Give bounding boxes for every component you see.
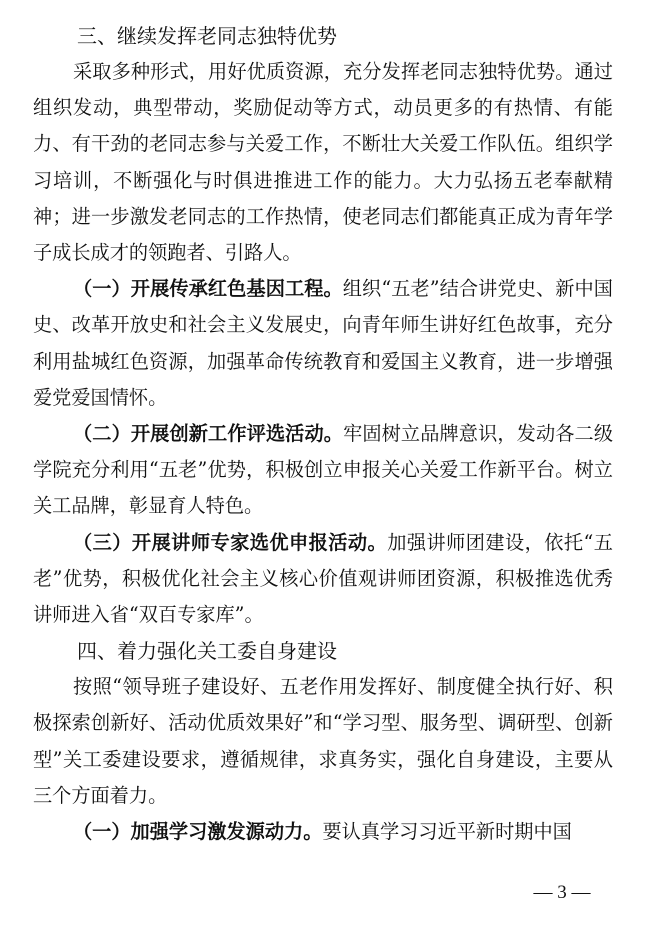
- paragraph-lead: （一）加强学习激发源动力。: [73, 820, 323, 844]
- paragraph: [33, 814, 613, 850]
- paragraph-text: 加强讲师团建设，依托“五老”优势，积极优化社会主义核心价值观讲师团资源，积极推选优秀讲师进入省“双百专家库”。: [33, 530, 613, 627]
- paragraph: [33, 416, 613, 525]
- section-heading: 四、着力强化关工委自身建设: [77, 639, 337, 664]
- paragraph-lead: （三）开展讲师专家选优申报活动。: [73, 530, 388, 554]
- page-number: — 3 —: [533, 882, 591, 903]
- paragraph: [33, 669, 613, 814]
- paragraph-lead: （一）开展传承红色基因工程。: [73, 277, 343, 301]
- paragraph-text: 牢固树立品牌意识，发动各二级学院充分利用“五老”优势，积极创立申报关心关爱工作新平台。树立关工品牌，彰显育人特色。: [33, 422, 614, 518]
- paragraph: [33, 54, 613, 271]
- paragraph: [33, 525, 613, 634]
- section-heading: 三、继续发挥老同志独特优势: [77, 24, 337, 48]
- paragraph-lead: （二）开展创新工作评选活动。: [73, 422, 344, 446]
- paragraph-text: 采取多种形式，用好优质资源，充分发挥老同志独特优势。通过组织发动，典型带动，奖励促动等方式，动员更多的有热情、有能力、有干劲的老同志参与关爱工作，不断壮大关爱工作队伍。组织学习培训，不断强化与时俱进推进工作的能力。大力弘扬五老奉献精神；进一步激发老同志的工作热情，使老同志们都能真正成为青年学子成长成才的领跑者、引路人。: [33, 60, 613, 265]
- paragraph-text: 组织“五老”结合讲党史、新中国史、改革开放史和社会主义发展史，向青年师生讲好红色故事，充分利用盐城红色资源，加强革命传统教育和爱国主义教育，进一步增强爱党爱国情怀。: [33, 277, 613, 409]
- document-body: [33, 18, 613, 850]
- paragraph: [33, 271, 613, 416]
- paragraph-text: 要认真学习习近平新时期中国: [322, 820, 572, 844]
- paragraph-text: 按照“领导班子建设好、五老作用发挥好、制度健全执行好、积极探索创新好、活动优质效果好”和“学习型、服务型、调研型、创新型”关工委建设要求，遵循规律，求真务实，强化自身建设，主要从三个方面着力。: [33, 675, 613, 807]
